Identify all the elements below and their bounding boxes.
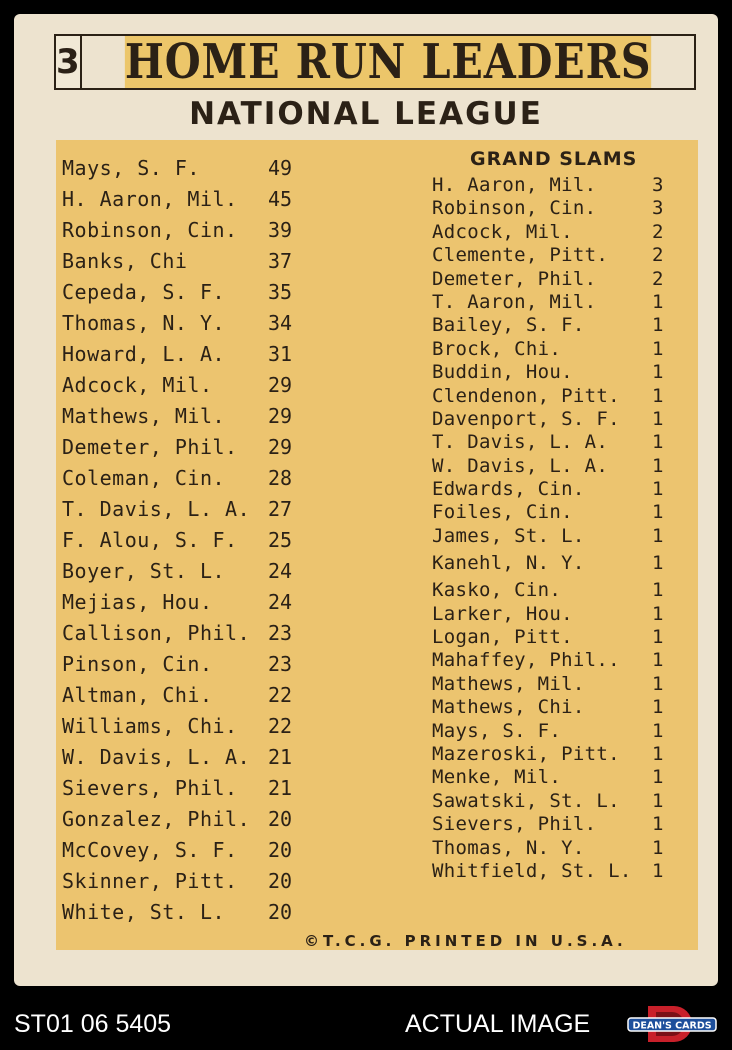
player-name: Mathews, Mil. (432, 672, 585, 695)
player-name: Logan, Pitt. (432, 626, 573, 649)
player-name: Brock, Chi. (432, 337, 562, 360)
leader-row (62, 528, 312, 559)
player-name: Thomas, N. Y. (62, 311, 226, 335)
card-title: HOME RUN LEADERS (124, 34, 652, 90)
grand-slam-count: 1 (652, 552, 664, 575)
player-name: F. Alou, S. F. (62, 528, 238, 552)
grand-slam-count: 3 (652, 197, 664, 220)
grand-slam-count: 1 (652, 789, 664, 812)
player-name: Demeter, Phil. (432, 267, 597, 290)
player-name: Banks, Chi (62, 249, 188, 273)
player-name: Boyer, St. L. (62, 559, 226, 583)
leader-row (62, 683, 312, 714)
grand-slam-row (432, 649, 694, 672)
grand-slam-count: 1 (652, 766, 664, 789)
home-run-count: 29 (268, 404, 293, 428)
grand-slam-row (432, 626, 694, 649)
grand-slam-row (432, 673, 694, 696)
player-name: Sievers, Phil. (432, 813, 597, 836)
player-name: Mejias, Hou. (62, 590, 213, 614)
home-run-count: 27 (268, 497, 293, 521)
deans-cards-logo (626, 1004, 718, 1044)
grand-slam-count: 1 (652, 859, 664, 882)
card-number: 3 (56, 36, 82, 88)
grand-slam-row (432, 174, 694, 197)
player-name: T. Davis, L. A. (432, 431, 609, 454)
card-back (14, 14, 718, 986)
grand-slam-count: 2 (652, 244, 664, 267)
home-run-count: 34 (268, 311, 293, 335)
player-name: Mazeroski, Pitt. (432, 742, 620, 765)
grand-slam-row (432, 291, 694, 314)
grand-slam-count: 1 (652, 314, 664, 337)
grand-slam-row (432, 720, 694, 743)
stats-panel (56, 140, 698, 950)
grand-slam-row (432, 813, 694, 836)
grand-slam-row (432, 790, 694, 813)
grand-slam-row (432, 221, 694, 244)
player-name: Kasko, Cin. (432, 579, 562, 602)
grand-slam-row (432, 244, 694, 267)
player-name: Whitfield, St. L. (432, 859, 632, 882)
grand-slam-count: 1 (652, 742, 664, 765)
grand-slam-row (432, 431, 694, 454)
grand-slam-count: 1 (652, 337, 664, 360)
grand-slam-row (432, 743, 694, 766)
grand-slam-count: 1 (652, 431, 664, 454)
player-name: Buddin, Hou. (432, 361, 573, 384)
player-name: Mathews, Mil. (62, 404, 226, 428)
logo-text: DEAN'S CARDS (632, 1020, 712, 1032)
player-name: Skinner, Pitt. (62, 869, 238, 893)
grand-slam-count: 2 (652, 267, 664, 290)
home-run-leaders-list (62, 156, 312, 931)
player-name: Bailey, S. F. (432, 314, 585, 337)
grand-slam-count: 1 (652, 290, 664, 313)
player-name: Thomas, N. Y. (432, 836, 585, 859)
grand-slam-row (432, 525, 694, 548)
home-run-count: 21 (268, 745, 293, 769)
grand-slam-count: 1 (652, 384, 664, 407)
player-name: Pinson, Cin. (62, 652, 213, 676)
player-name: Mays, S. F. (62, 156, 200, 180)
grand-slam-row (432, 338, 694, 361)
home-run-count: 25 (268, 528, 293, 552)
card-header (54, 34, 696, 90)
player-name: Kanehl, N. Y. (432, 552, 585, 575)
player-name: W. Davis, L. A. (432, 454, 609, 477)
leader-row (62, 714, 312, 745)
copyright-line: ©T.C.G. PRINTED IN U.S.A. (304, 932, 627, 950)
leader-row (62, 218, 312, 249)
grand-slam-count: 1 (652, 478, 664, 501)
player-name: Howard, L. A. (62, 342, 226, 366)
home-run-count: 45 (268, 187, 293, 211)
grand-slam-row (432, 197, 694, 220)
grand-slam-row (432, 579, 694, 602)
home-run-count: 21 (268, 776, 293, 800)
grand-slam-count: 1 (652, 649, 664, 672)
home-run-count: 31 (268, 342, 293, 366)
player-name: Williams, Chi. (62, 714, 238, 738)
player-name: Robinson, Cin. (62, 218, 238, 242)
grand-slam-count: 1 (652, 672, 664, 695)
grand-slam-count: 1 (652, 579, 664, 602)
grand-slam-count: 1 (652, 626, 664, 649)
leader-row (62, 590, 312, 621)
leader-row (62, 342, 312, 373)
grand-slam-count: 1 (652, 407, 664, 430)
player-name: Clemente, Pitt. (432, 244, 609, 267)
leader-row (62, 404, 312, 435)
leader-row (62, 621, 312, 652)
home-run-count: 29 (268, 435, 293, 459)
grand-slam-row (432, 837, 694, 860)
grand-slam-count: 2 (652, 220, 664, 243)
home-run-count: 49 (268, 156, 293, 180)
home-run-count: 22 (268, 683, 293, 707)
leader-row (62, 435, 312, 466)
leader-row (62, 249, 312, 280)
player-name: Mahaffey, Phil.. (432, 649, 620, 672)
grand-slam-row (432, 501, 694, 524)
grand-slam-count: 1 (652, 836, 664, 859)
grand-slam-count: 1 (652, 524, 664, 547)
home-run-count: 24 (268, 590, 293, 614)
home-run-count: 37 (268, 249, 293, 273)
grand-slam-row (432, 552, 694, 575)
home-run-count: 20 (268, 900, 293, 924)
player-name: W. Davis, L. A. (62, 745, 251, 769)
leader-row (62, 373, 312, 404)
player-name: Mathews, Chi. (432, 696, 585, 719)
player-name: Coleman, Cin. (62, 466, 226, 490)
grand-slam-row (432, 860, 694, 883)
grand-slams-heading: GRAND SLAMS (470, 148, 638, 170)
home-run-count: 23 (268, 652, 293, 676)
home-run-count: 24 (268, 559, 293, 583)
grand-slam-row (432, 603, 694, 626)
sku-label: ST01 06 5405 (14, 1010, 172, 1038)
grand-slam-row (432, 478, 694, 501)
league-subtitle: NATIONAL LEAGUE (189, 96, 543, 132)
home-run-count: 20 (268, 838, 293, 862)
leader-row (62, 807, 312, 838)
player-name: T. Aaron, Mil. (432, 290, 597, 313)
leader-row (62, 900, 312, 931)
grand-slam-count: 1 (652, 813, 664, 836)
home-run-count: 22 (268, 714, 293, 738)
grand-slam-count: 3 (652, 174, 664, 196)
leader-row (62, 156, 312, 187)
leader-row (62, 559, 312, 590)
player-name: Mays, S. F. (432, 719, 562, 742)
leader-row (62, 869, 312, 900)
leader-row (62, 838, 312, 869)
player-name: Sievers, Phil. (62, 776, 238, 800)
home-run-count: 39 (268, 218, 293, 242)
leader-row (62, 652, 312, 683)
leader-row (62, 466, 312, 497)
grand-slam-row (432, 361, 694, 384)
player-name: Edwards, Cin. (432, 478, 585, 501)
player-name: Cepeda, S. F. (62, 280, 226, 304)
actual-image-label: ACTUAL IMAGE (405, 1010, 591, 1038)
player-name: Clendenon, Pitt. (432, 384, 620, 407)
grand-slam-count: 1 (652, 719, 664, 742)
grand-slam-row (432, 385, 694, 408)
leader-row (62, 776, 312, 807)
player-name: Demeter, Phil. (62, 435, 238, 459)
player-name: Gonzalez, Phil. (62, 807, 251, 831)
leader-row (62, 187, 312, 218)
home-run-count: 28 (268, 466, 293, 490)
player-name: White, St. L. (62, 900, 226, 924)
home-run-count: 20 (268, 869, 293, 893)
grand-slam-count: 1 (652, 454, 664, 477)
player-name: Altman, Chi. (62, 683, 213, 707)
player-name: Larker, Hou. (432, 602, 573, 625)
player-name: Robinson, Cin. (432, 197, 597, 220)
home-run-count: 35 (268, 280, 293, 304)
grand-slam-row (432, 408, 694, 431)
grand-slam-row (432, 455, 694, 478)
leader-row (62, 280, 312, 311)
grand-slam-count: 1 (652, 501, 664, 524)
leader-row (62, 497, 312, 528)
player-name: Adcock, Mil. (62, 373, 213, 397)
player-name: Davenport, S. F. (432, 407, 620, 430)
player-name: Adcock, Mil. (432, 220, 573, 243)
home-run-count: 23 (268, 621, 293, 645)
player-name: Callison, Phil. (62, 621, 251, 645)
home-run-count: 20 (268, 807, 293, 831)
player-name: McCovey, S. F. (62, 838, 238, 862)
player-name: H. Aaron, Mil. (62, 187, 238, 211)
grand-slam-row (432, 766, 694, 789)
grand-slam-row (432, 314, 694, 337)
leader-row (62, 311, 312, 342)
grand-slam-count: 1 (652, 361, 664, 384)
grand-slam-row (432, 696, 694, 719)
player-name: H. Aaron, Mil. (432, 174, 597, 196)
home-run-count: 29 (268, 373, 293, 397)
leader-row (62, 745, 312, 776)
player-name: T. Davis, L. A. (62, 497, 251, 521)
player-name: Foiles, Cin. (432, 501, 573, 524)
player-name: Menke, Mil. (432, 766, 562, 789)
grand-slam-row (432, 268, 694, 291)
grand-slam-count: 1 (652, 602, 664, 625)
player-name: James, St. L. (432, 524, 585, 547)
grand-slam-count: 1 (652, 696, 664, 719)
grand-slams-list (432, 148, 694, 883)
player-name: Sawatski, St. L. (432, 789, 620, 812)
